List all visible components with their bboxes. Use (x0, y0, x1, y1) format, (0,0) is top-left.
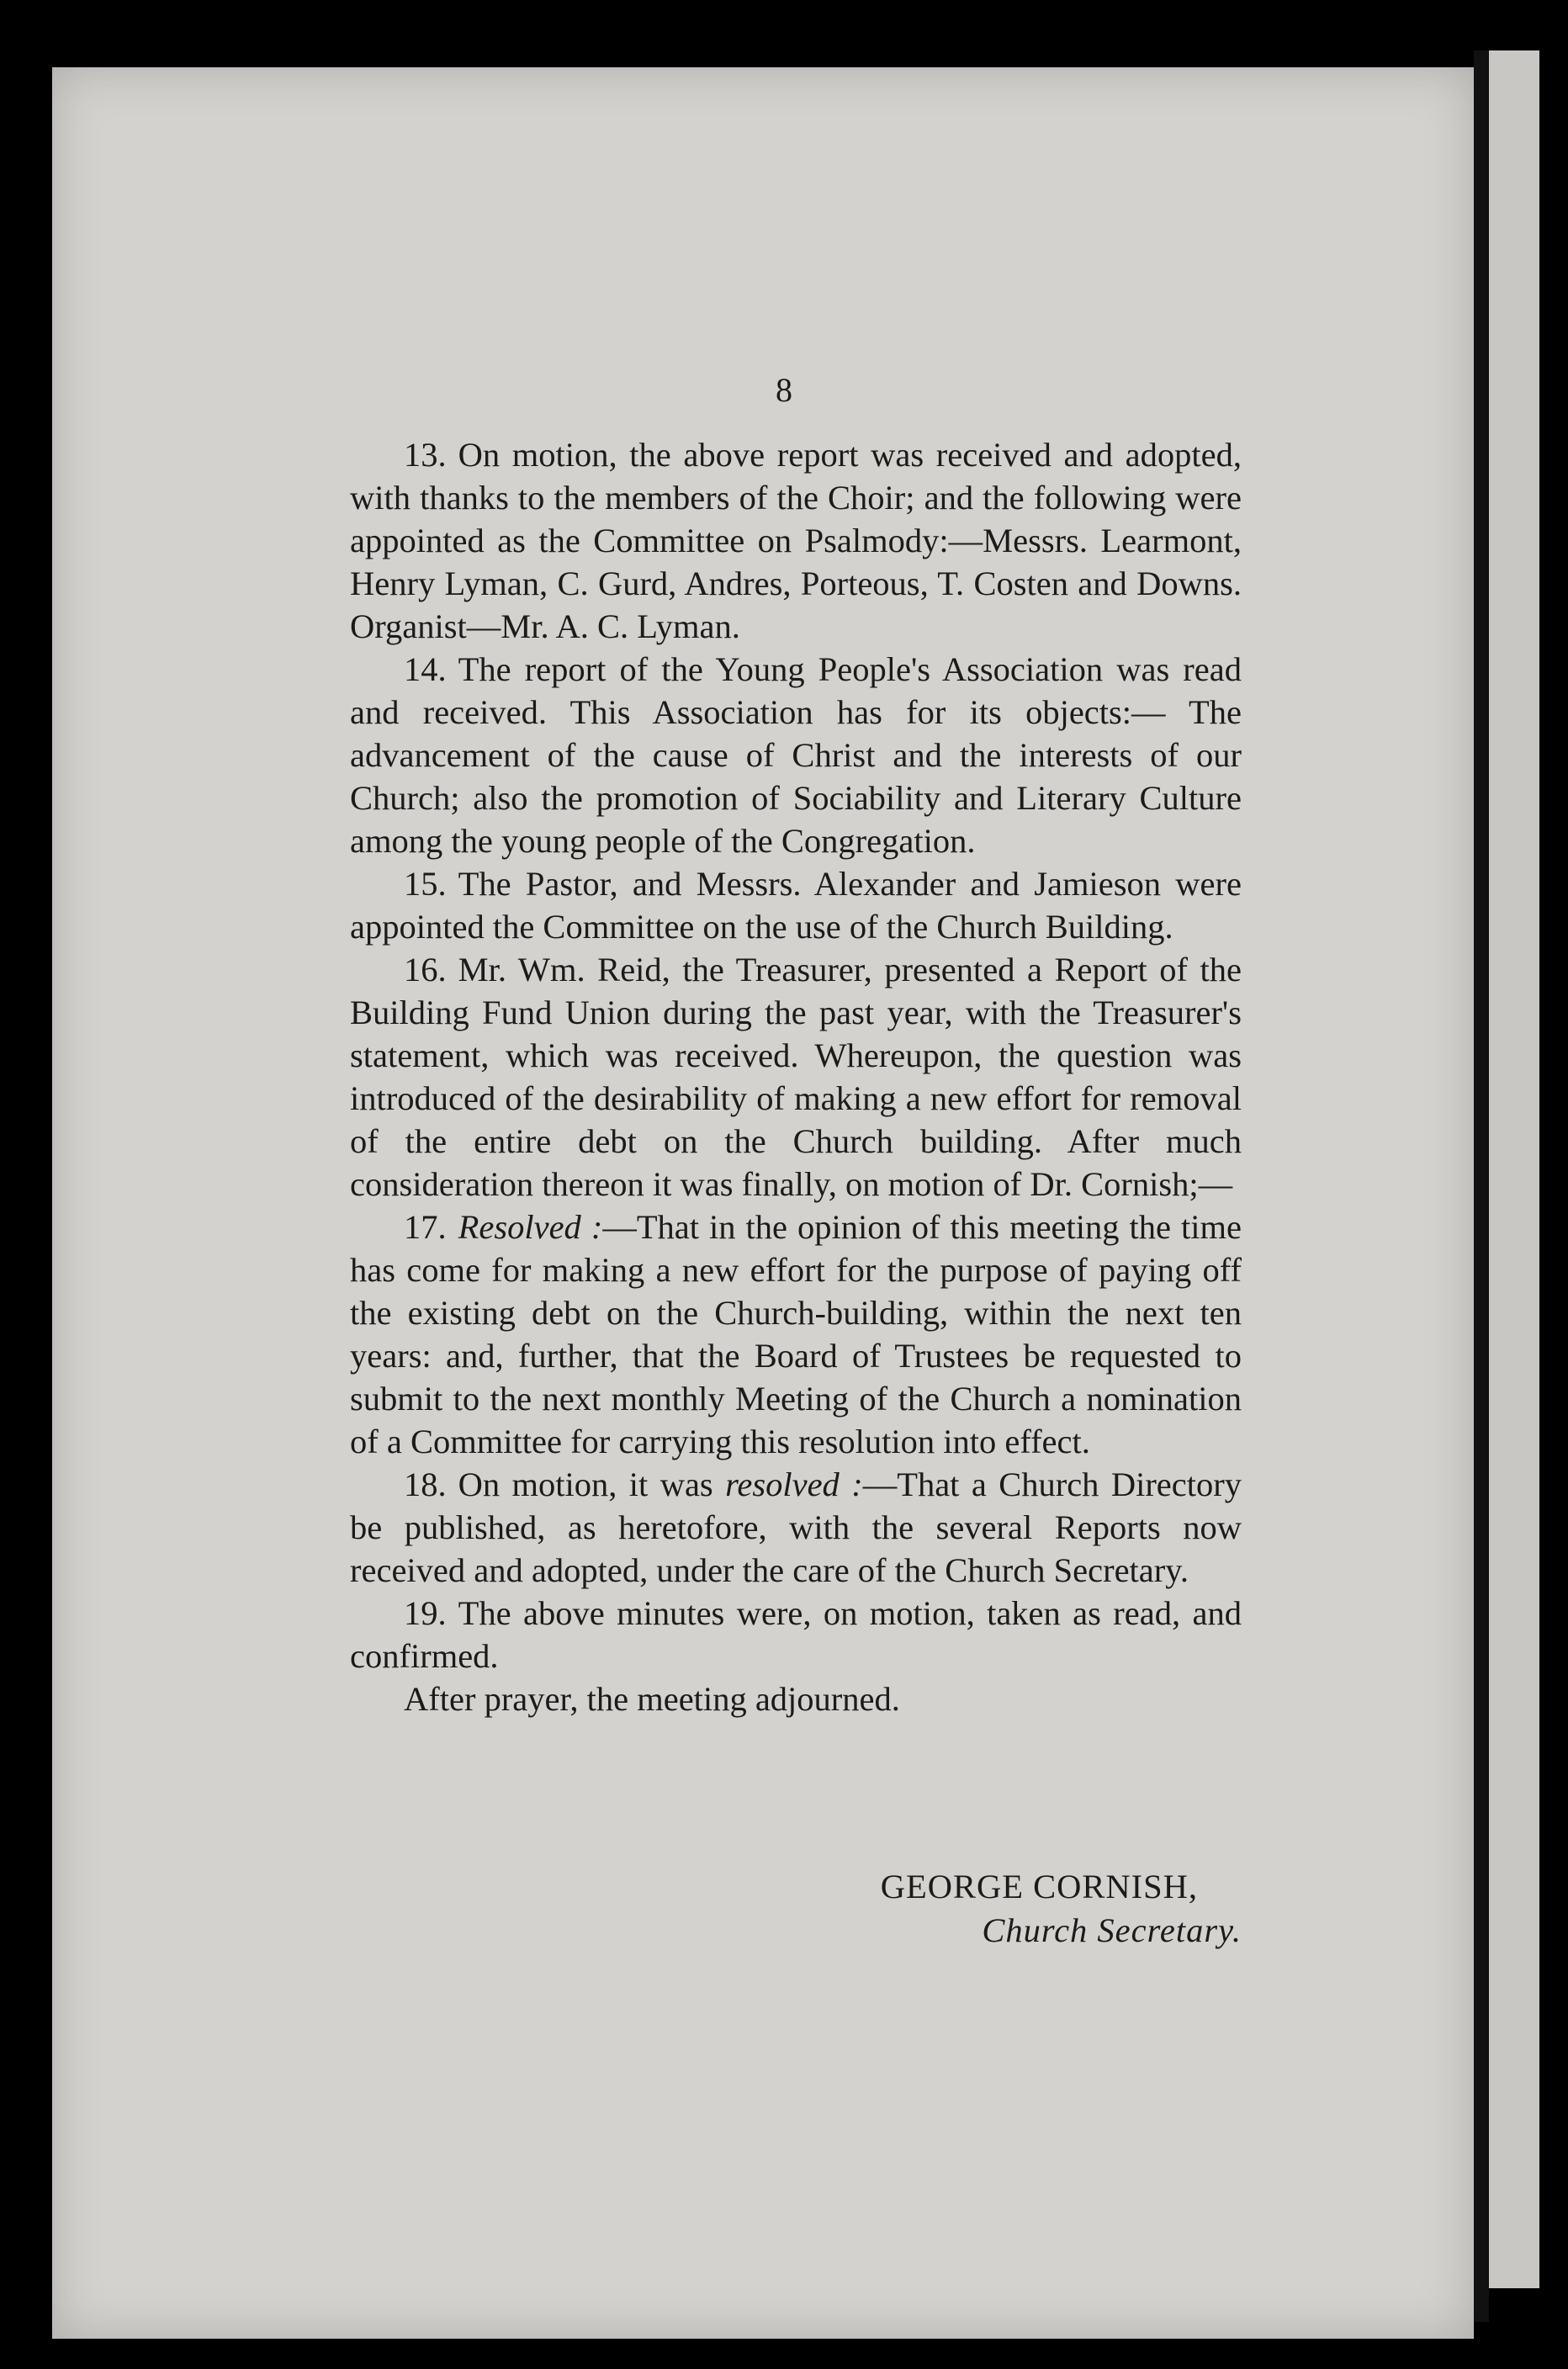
minute-item-19 (350, 1592, 1242, 1677)
item-text: On motion, the above report was received and adopted, with thanks to the members of the Choir; and the following were appointed as the Committee on Psalmody:—Messrs. Learmont, Henry Lyman, C. Gurd, Andres, Porteous, T. Costen and Downs. Organist—Mr. A. C. Lyman. (350, 436, 1242, 645)
minute-item-17 (350, 1206, 1242, 1463)
page-number: 8 (776, 371, 792, 409)
closing-line (350, 1677, 1242, 1720)
minute-item-13 (350, 433, 1242, 648)
item-text-continued: —That in the opinion of this meeting the time has come for making a new effort for the purpose of paying off the existing debt on the Church-building, within the next ten years: and, further, that the Board of Trustees be requested to submit to the next monthly Meeting of the Church a nomination of a Committee for carrying this resolution into effect. (350, 1208, 1242, 1460)
item-number: 15. (404, 865, 447, 903)
signatory-title: Church Secretary. (982, 1911, 1242, 1949)
item-text-continued: —That a Church Directory be published, as heretofore, with the several Reports now received and adopted, under the care of the Church Secretary. (350, 1465, 1242, 1589)
item-number: 14. (404, 650, 447, 688)
item-number: 13. (404, 436, 447, 474)
signature-block (350, 1865, 1242, 1953)
item-number: 19. (404, 1594, 447, 1632)
item-italic-text: resolved : (725, 1465, 863, 1503)
item-text: On motion, it was (458, 1465, 726, 1503)
item-text: The Pastor, and Messrs. Alexander and Jamieson were appointed the Committee on the use of the Church Building. (350, 865, 1242, 946)
item-number: 16. (404, 951, 447, 988)
minutes-body (350, 433, 1242, 1720)
item-text: Mr. Wm. Reid, the Treasurer, presented a Report of the Building Fund Union during the past year, with the Treasurer's statement, which was received. Whereupon, the question was introduced of the desirability of making a new effort for removal of the entire debt on the Church building. After much consideration thereon it was finally, on motion of Dr. Cornish;— (350, 951, 1242, 1203)
item-number: 18. (404, 1465, 447, 1503)
item-italic-text: Resolved : (458, 1208, 603, 1246)
signatory-name: GEORGE CORNISH, (880, 1868, 1198, 1905)
minute-item-18 (350, 1463, 1242, 1592)
item-text: The above minutes were, on motion, taken as read, and confirmed. (350, 1594, 1242, 1675)
minute-item-16 (350, 948, 1242, 1206)
minute-item-14 (350, 648, 1242, 862)
item-text: After prayer, the meeting adjourned. (404, 1680, 900, 1718)
item-text: The report of the Young People's Association was read and received. This Association has for its objects:— The advancement of the cause of Christ and the interests of our Church; also the promotion of Sociability and Literary Culture among the young people of the Congregation. (350, 650, 1242, 860)
item-number: 17. (404, 1208, 447, 1246)
minute-item-15 (350, 862, 1242, 948)
